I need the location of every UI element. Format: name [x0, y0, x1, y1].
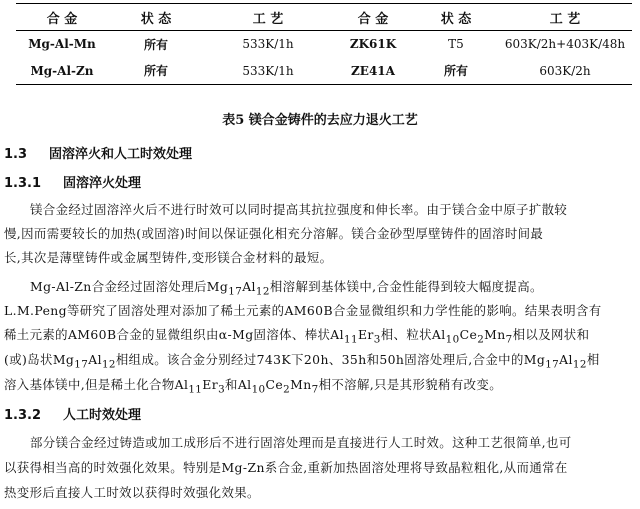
table-cell: ZE41A [351, 63, 395, 78]
table-header-row [16, 4, 632, 31]
header-state-2: 状 态 [440, 11, 472, 27]
paragraph-line: (或)岛状$Mg_{17}Al_{12}$相组成。该合金分别经过743K下20h、35h和50h固溶处理后,合金中的$Mg_{17}Al_{12}$相 [4, 352, 600, 371]
table-cell: 603K/2h+403K/48h [504, 37, 626, 52]
table-cell: Mg-Al-Mn [28, 37, 96, 52]
annealing-table [16, 3, 632, 85]
table-row [16, 31, 632, 58]
subsection-number: 1.3.2 [4, 408, 42, 423]
table-cell: Mg-Al-Zn [30, 63, 94, 78]
table-cell: 所有 [443, 64, 468, 79]
paragraph-line: 稀土元素的AM60B合金的显微组织由α-Mg固溶体、棒状$Al_{11}Er_3$相、粒状$Al_{10}Ce_2Mn_7$相以及网状和 [4, 327, 590, 346]
subsection-heading-1 [4, 172, 141, 191]
paragraph-line: Mg-Al-Zn合金经过固溶处理后$Mg_{17}Al_{12}$相溶解到基体镁中,合金性能得到较大幅度提高。 [30, 279, 543, 298]
section-number: 1.3 [4, 147, 28, 162]
annealing-table-wrapper [16, 3, 632, 85]
table-cell: T5 [448, 37, 464, 52]
paragraph-line: 慢,因而需要较长的加热(或固溶)时间以保证强化相充分溶解。镁合金砂型厚壁铸件的固溶时间最 [4, 226, 544, 241]
table-cell: ZK61K [349, 37, 397, 52]
paragraph-line: 热变形后直接人工时效以获得时效强化效果。 [4, 485, 260, 500]
paragraph-line: 部分镁合金经过铸造或加工成形后不进行固溶处理而是直接进行人工时效。这种工艺很简单,也可 [30, 435, 572, 450]
header-process-1: 工 艺 [252, 11, 284, 27]
header-process-2: 工 艺 [549, 11, 581, 27]
section-heading [4, 143, 192, 162]
section-title: 固溶淬火和人工时效处理 [49, 147, 193, 162]
subsection-number: 1.3.1 [4, 176, 42, 191]
paragraph-line: 长,其次是薄壁铸件或金属型铸件,变形镁合金材料的最短。 [4, 250, 333, 265]
subsection-title: 人工时效处理 [63, 408, 142, 423]
paragraph-line: 镁合金经过固溶淬火后不进行时效可以同时提高其抗拉强度和伸长率。由于镁合金中原子扩散较 [30, 202, 568, 217]
table-cell: 533K/1h [242, 63, 294, 78]
header-state-1: 状 态 [140, 11, 172, 27]
subsection-heading-2 [4, 404, 141, 423]
header-alloy-2: 合 金 [357, 11, 389, 27]
paragraph-line: L.M.Peng等研究了固溶处理对添加了稀土元素的AM60B合金显微组织和力学性能的影响。结果表明含有 [4, 303, 602, 318]
paragraph-line: 溶入基体镁中,但是稀土化合物$Al_{11}Er_3$和$Al_{10}Ce_2Mn_7$相不溶解,只是其形貌稍有改变。 [4, 377, 502, 396]
paragraph-line: 以获得相当高的时效强化效果。特别是Mg-Zn系合金,重新加热固溶处理将导致晶粒粗化,从而通常在 [4, 460, 568, 475]
header-alloy-1: 合 金 [46, 11, 78, 27]
table-caption: 表5 镁合金铸件的去应力退火工艺 [222, 113, 418, 128]
table-cell: 所有 [143, 37, 168, 52]
table-cell: 533K/1h [242, 37, 294, 52]
table-cell: 603K/2h [539, 63, 591, 78]
subsection-title: 固溶淬火处理 [63, 176, 142, 191]
table-row [16, 58, 632, 85]
table-cell: 所有 [143, 64, 168, 79]
